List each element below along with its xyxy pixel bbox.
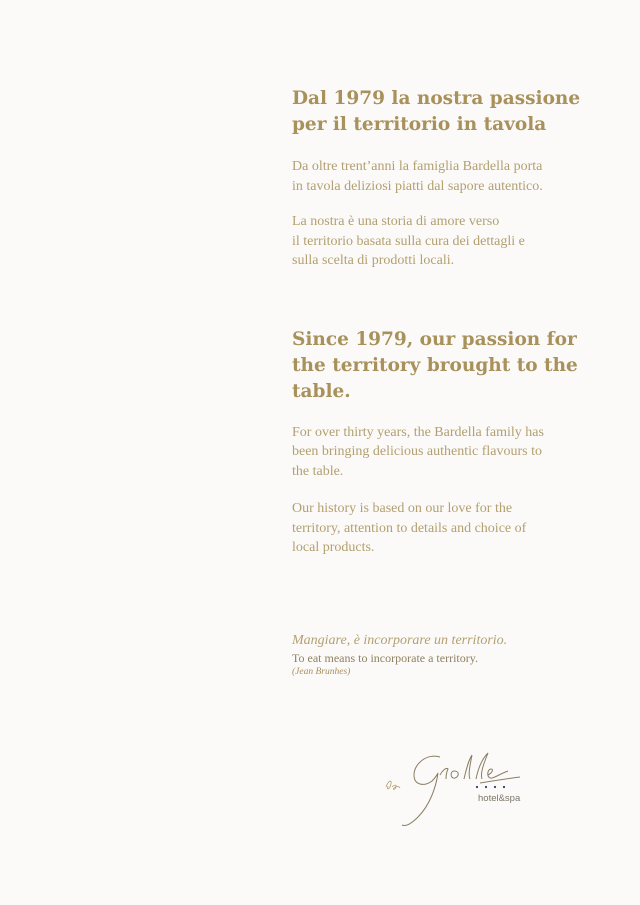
english-heading xyxy=(292,327,592,405)
italian-paragraph-1 xyxy=(292,157,592,196)
quote-author: (Jean Brunhes) xyxy=(292,667,351,677)
quote-italian: Mangiare, è incorporare un territorio. xyxy=(292,633,508,648)
hotel-logo xyxy=(380,745,530,830)
english-paragraph-1-line-1: For over thirty years, the Bardella family has xyxy=(292,424,544,440)
english-heading-line-1: Since 1979, our passion for xyxy=(292,328,577,350)
english-paragraph-2 xyxy=(292,499,592,558)
logo-subtitle: hotel&spa xyxy=(478,793,521,804)
italian-paragraph-2 xyxy=(292,212,592,271)
english-paragraph-2-line-2: territory, attention to details and choice of xyxy=(292,520,527,536)
quote-english: To eat means to incorporate a territory. xyxy=(292,651,478,665)
quote-block xyxy=(292,632,612,679)
italian-heading xyxy=(292,86,592,138)
italian-paragraph-2-line-2: il territorio basata sulla cura dei dettagli e xyxy=(292,233,525,249)
english-paragraph-2-line-1: Our history is based on our love for the xyxy=(292,501,513,516)
italian-paragraph-1-line-1: Da oltre trent’anni la famiglia Bardella porta xyxy=(292,159,543,174)
english-heading-line-3: table. xyxy=(292,380,351,402)
main-text-block xyxy=(292,86,592,558)
italian-paragraph-1-line-2: in tavola deliziosi piatti dal sapore autentico. xyxy=(292,178,543,194)
english-paragraph-2-line-3: local products. xyxy=(292,540,375,555)
english-paragraph-1-line-2: been bringing delicious authentic flavours to xyxy=(292,444,542,459)
logo-signature-icon xyxy=(380,745,530,830)
italian-paragraph-2-line-3: sulla scelta di prodotti locali. xyxy=(292,253,455,268)
italian-paragraph-2-line-1: La nostra è una storia di amore verso xyxy=(292,214,500,229)
english-heading-line-2: the territory brought to the xyxy=(292,354,578,376)
italian-heading-line-1: Dal 1979 la nostra passione xyxy=(292,88,581,109)
english-paragraph-1-line-3: the table. xyxy=(292,463,344,479)
italian-heading-line-2: per il territorio in tavola xyxy=(292,114,547,135)
english-paragraph-1 xyxy=(292,423,592,482)
